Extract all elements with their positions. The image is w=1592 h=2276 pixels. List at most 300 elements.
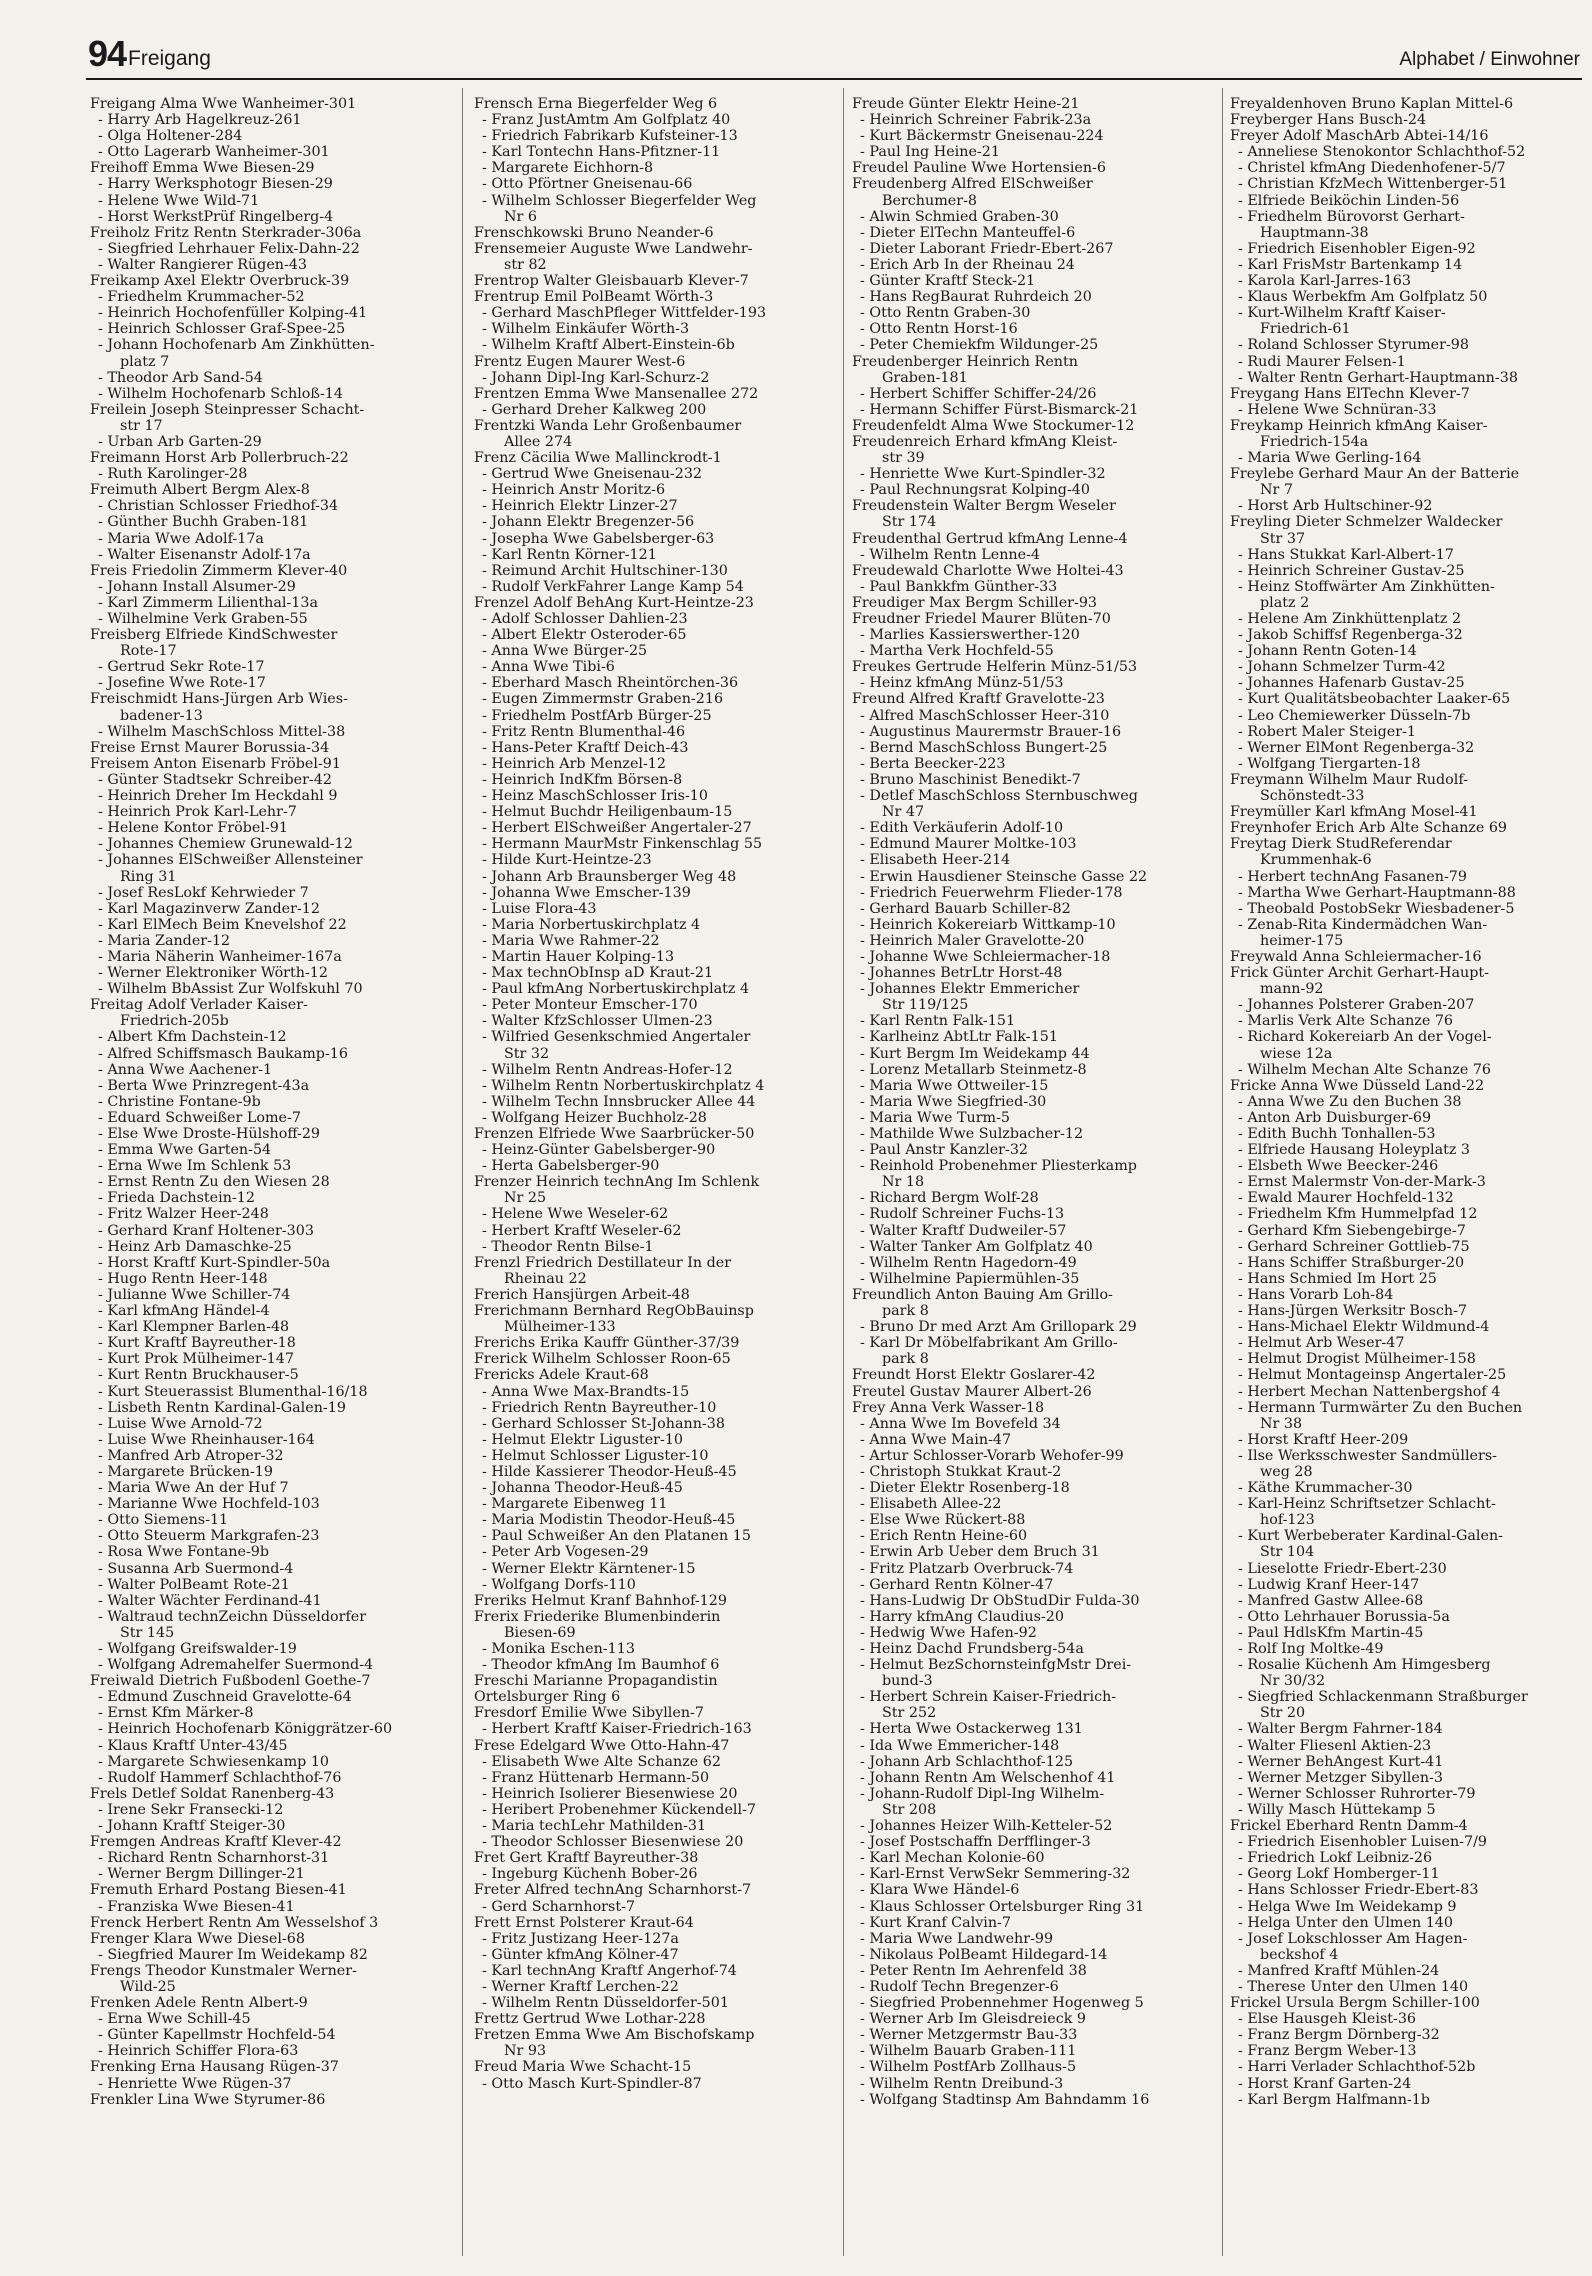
directory-sub-entry: - Friedhelm Krummacher-52: [98, 289, 305, 306]
directory-sub-entry: - Johannes Polsterer Graben-207: [1238, 997, 1475, 1014]
directory-entry-continuation: Str 104: [1260, 1544, 1315, 1561]
directory-sub-entry: - Hans-Peter Kraftf Deich-43: [482, 739, 689, 756]
directory-entry-continuation: heimer-175: [1260, 932, 1344, 949]
directory-sub-entry: - Paul Bankkfm Günther-33: [860, 578, 1058, 595]
directory-entry: Frenzen Elfriede Wwe Saarbrücker-50: [474, 1126, 755, 1142]
directory-sub-entry: - Gerhard Rentn Kölner-47: [860, 1576, 1054, 1593]
directory-sub-entry: - Friedrich Eisenhobler Luisen-7/9: [1238, 1834, 1487, 1851]
directory-sub-entry: - Leo Chemiewerker Düsseln-7b: [1238, 707, 1471, 724]
directory-sub-entry: - Karl Mechan Kolonie-60: [860, 1850, 1045, 1867]
directory-sub-entry: - Otto Siemens-11: [98, 1512, 229, 1529]
directory-sub-entry: - Siegfried Schlackenmann Straßburger: [1238, 1689, 1528, 1706]
directory-sub-entry: - Johann Arb Braunsberger Weg 48: [482, 868, 737, 885]
directory-sub-entry: - Käthe Krummacher-30: [1238, 1480, 1413, 1497]
directory-sub-entry: - Christine Fontane-9b: [98, 1093, 261, 1110]
directory-sub-entry: - Günter Kraftf Steck-21: [860, 273, 1036, 290]
directory-sub-entry: - Johann Dipl-Ing Karl-Schurz-2: [482, 369, 710, 386]
directory-sub-entry: - Johann Elektr Bregenzer-56: [482, 514, 695, 531]
directory-sub-entry: - Gerhard Schreiner Gottlieb-75: [1238, 1238, 1470, 1255]
directory-sub-entry: - Werner BehAngest Kurt-41: [1238, 1753, 1444, 1770]
directory-sub-entry: - Walter Eisenanstr Adolf-17a: [98, 546, 311, 563]
directory-sub-entry: - Rudolf Techn Bregenzer-6: [860, 1978, 1059, 1995]
directory-sub-entry: - Siegfried Lehrhauer Felix-Dahn-22: [98, 240, 360, 257]
directory-sub-entry: - Harri Verlader Schlachthof-52b: [1238, 2059, 1476, 2076]
directory-sub-entry: - Wolfgang Dorfs-110: [482, 1576, 636, 1593]
directory-sub-entry: - Johannes Elektr Emmericher: [860, 981, 1080, 998]
directory-sub-entry: - Anneliese Stenokontor Schlachthof-52: [1238, 144, 1526, 161]
directory-sub-entry: - Karl technAng Kraftf Angerhof-74: [482, 1962, 737, 1979]
directory-sub-entry: - Hilde Kurt-Heintze-23: [482, 852, 652, 869]
directory-sub-entry: - Heribert Probenehmer Kückendell-7: [482, 1801, 756, 1818]
directory-sub-entry: - Kurt Werbeberater Kardinal-Galen-: [1238, 1528, 1503, 1545]
directory-sub-entry: - Johann Install Alsumer-29: [98, 578, 296, 595]
directory-sub-entry: - Karl Dr Möbelfabrikant Am Grillo-: [860, 1335, 1118, 1352]
directory-sub-entry: - Anna Wwe Max-Brandts-15: [482, 1383, 690, 1400]
directory-entry: Frickel Ursula Bergm Schiller-100: [1230, 1995, 1480, 2012]
directory-entry-continuation: Rote-17: [120, 643, 177, 660]
directory-sub-entry: - Werner Metzger Sibyllen-3: [1238, 1769, 1443, 1786]
directory-sub-entry: - Zenab-Rita Kindermädchen Wan-: [1238, 916, 1488, 933]
directory-entry: Freihoff Emma Wwe Biesen-29: [90, 160, 315, 177]
directory-sub-entry: - Ernst Rentn Zu den Wiesen 28: [98, 1174, 330, 1191]
directory-sub-entry: - Heinrich Hochofenfüller Kolping-41: [98, 305, 368, 322]
directory-sub-entry: - Harry Arb Hagelkreuz-261: [98, 112, 302, 129]
directory-sub-entry: - Werner Elektroniker Wörth-12: [98, 965, 328, 982]
directory-entry: Fresdorf Emilie Wwe Sibyllen-7: [474, 1705, 704, 1722]
directory-sub-entry: - Margarete Brücken-19: [98, 1463, 274, 1480]
directory-sub-entry: - Harry Werksphotogr Biesen-29: [98, 176, 333, 193]
directory-sub-entry: - Wilhelm BbAssist Zur Wolfskuhl 70: [98, 981, 363, 998]
directory-sub-entry: - Hans Vorarb Loh-84: [1238, 1286, 1394, 1303]
directory-entry-continuation: hof-123: [1260, 1512, 1315, 1529]
directory-sub-entry: - Johann-Rudolf Dipl-Ing Wilhelm-: [860, 1785, 1105, 1802]
directory-sub-entry: - Theodor Schlosser Biesenwiese 20: [482, 1834, 744, 1851]
directory-sub-entry: - Johanna Wwe Emscher-139: [482, 884, 691, 901]
directory-sub-entry: - Kurt-Wilhelm Kraftf Kaiser-: [1238, 305, 1446, 322]
directory-sub-entry: - Heinrich Elektr Linzer-27: [482, 498, 678, 515]
directory-sub-entry: - Berta Wwe Prinzregent-43a: [98, 1077, 310, 1094]
directory-sub-entry: - Jakob Schiffsf Regenberga-32: [1238, 627, 1463, 644]
directory-entry: Freud Maria Wwe Schacht-15: [474, 2059, 692, 2076]
directory-entry: Fret Gert Kraftf Bayreuther-38: [474, 1850, 699, 1867]
directory-entry: Freyer Adolf MaschArb Abtei-14/16: [1230, 128, 1489, 145]
directory-entry: Freiwald Dietrich Fußbodenl Goethe-7: [90, 1673, 371, 1690]
directory-sub-entry: - Monika Eschen-113: [482, 1641, 635, 1657]
directory-sub-entry: - Georg Lokf Homberger-11: [1238, 1866, 1440, 1883]
directory-sub-entry: - Wilhelmine Papiermühlen-35: [860, 1270, 1080, 1287]
directory-sub-entry: - Johannes Hafenarb Gustav-25: [1238, 675, 1465, 692]
directory-sub-entry: - Rosa Wwe Fontane-9b: [98, 1544, 270, 1561]
directory-sub-entry: - Martin Hauer Kolping-13: [482, 948, 675, 965]
directory-sub-entry: - Irene Sekr Fransecki-12: [98, 1801, 284, 1818]
directory-sub-entry: - Herbert technAng Fasanen-79: [1238, 868, 1467, 885]
directory-sub-entry: - Hans Schiffer Straßburger-20: [1238, 1254, 1465, 1271]
directory-sub-entry: - Gerhard Schlosser St-Johann-38: [482, 1415, 725, 1432]
directory-sub-entry: - Heinrich Kokereiarb Wittkamp-10: [860, 916, 1116, 933]
directory-entry: Freymüller Karl kfmAng Mosel-41: [1230, 804, 1478, 821]
directory-sub-entry: - Peter Chemiekfm Wildunger-25: [860, 337, 1099, 354]
directory-entry-continuation: Krummenhak-6: [1260, 852, 1372, 869]
directory-sub-entry: - Karl Tontechn Hans-Pfitzner-11: [482, 144, 721, 161]
directory-entry: Freischmidt Hans-Jürgen Arb Wies-: [90, 691, 348, 708]
directory-sub-entry: - Friedrich Eisenhobler Eigen-92: [1238, 240, 1476, 257]
directory-sub-entry: - Günther Buchh Graben-181: [98, 514, 309, 531]
directory-sub-entry: - Elfriede Beiköchin Linden-56: [1238, 192, 1460, 209]
directory-sub-entry: - Theobald PostobSekr Wiesbadener-5: [1238, 900, 1515, 917]
directory-sub-entry: - Kurt Qualitätsbeobachter Laaker-65: [1238, 691, 1511, 708]
directory-sub-entry: - Johann Schmelzer Turm-42: [1238, 659, 1446, 676]
directory-sub-entry: - Alfred Schiffsmasch Baukamp-16: [98, 1045, 348, 1062]
directory-entry-continuation: park 8: [882, 1351, 929, 1368]
directory-entry: Frentz Eugen Maurer West-6: [474, 353, 686, 370]
directory-sub-entry: - Manfred Gastw Allee-68: [1238, 1592, 1424, 1609]
directory-sub-entry: - Helmut Buchdr Heiligenbaum-15: [482, 804, 733, 821]
directory-sub-entry: - Heinrich Dreher Im Heckdahl 9: [98, 788, 338, 805]
directory-entry: Freude Günter Elektr Heine-21: [852, 96, 1080, 112]
directory-sub-entry: - Helene Am Zinkhüttenplatz 2: [1238, 611, 1462, 627]
directory-entry: Freis Friedolin Zimmerm Klever-40: [90, 562, 348, 579]
directory-entry: Frerichmann Bernhard RegObBauinsp: [474, 1303, 754, 1320]
directory-sub-entry: - Dieter Elektr Rosenberg-18: [860, 1480, 1070, 1497]
directory-sub-entry: - Wilhelm Rentn Dreibund-3: [860, 2075, 1064, 2092]
directory-sub-entry: - Anna Wwe Im Bovefeld 34: [860, 1415, 1061, 1432]
directory-sub-entry: - Friedrich Lokf Leibniz-26: [1238, 1850, 1433, 1867]
directory-entry-continuation: str 82: [504, 256, 547, 273]
directory-sub-entry: - Franz Hüttenarb Hermann-50: [482, 1769, 710, 1786]
directory-sub-entry: - Heinrich Isolierer Biesenwiese 20: [482, 1785, 738, 1802]
directory-sub-entry: - Lisbeth Rentn Kardinal-Galen-19: [98, 1399, 346, 1416]
directory-sub-entry: - Günter Kapellmstr Hochfeld-54: [98, 2027, 336, 2044]
directory-sub-entry: - Maria Wwe Siegfried-30: [860, 1093, 1047, 1110]
directory-sub-entry: - Hilde Kassierer Theodor-Heuß-45: [482, 1463, 737, 1480]
directory-sub-entry: - Rudi Maurer Felsen-1: [1238, 353, 1406, 370]
directory-entry-continuation: Nr 7: [1260, 482, 1293, 499]
directory-sub-entry: - Wilfried Gesenkschmied Angertaler: [482, 1029, 751, 1046]
directory-sub-entry: - Herbert Schiffer Schiffer-24/26: [860, 385, 1097, 402]
directory-sub-entry: - Martha Wwe Gerhart-Hauptmann-88: [1238, 884, 1516, 901]
directory-sub-entry: - Maria Wwe Gerling-164: [1238, 450, 1422, 467]
directory-sub-entry: - Manfred Arb Atroper-32: [98, 1447, 284, 1464]
directory-sub-entry: - Otto Pförtner Gneisenau-66: [482, 176, 693, 193]
directory-entry: Freudel Pauline Wwe Hortensien-6: [852, 160, 1106, 177]
directory-sub-entry: - Erna Wwe Im Schlenk 53: [98, 1158, 292, 1175]
directory-sub-entry: - Maria techLehr Mathilden-31: [482, 1818, 707, 1835]
directory-sub-entry: - Edmund Zuschneid Gravelotte-64: [98, 1689, 352, 1706]
directory-sub-entry: - Horst Kraftf Kurt-Spindler-50a: [98, 1254, 331, 1271]
directory-sub-entry: - Franz JustAmtm Am Golfplatz 40: [482, 112, 731, 129]
directory-sub-entry: - Johannes Heizer Wilh-Ketteler-52: [860, 1818, 1113, 1835]
directory-sub-entry: - Heinrich Anstr Moritz-6: [482, 482, 666, 499]
directory-entry: Fremgen Andreas Kraftf Klever-42: [90, 1834, 342, 1851]
directory-entry: Frerix Friederike Blumenbinderin: [474, 1608, 721, 1625]
directory-sub-entry: - Ilse Werksschwester Sandmüllers-: [1238, 1447, 1497, 1464]
directory-sub-entry: - Maria Näherin Wanheimer-167a: [98, 948, 342, 965]
directory-sub-entry: - Edith Buchh Tonhallen-53: [1238, 1126, 1436, 1142]
directory-sub-entry: - Henriette Wwe Rügen-37: [98, 2075, 292, 2092]
directory-sub-entry: - Gertrud Wwe Gneisenau-232: [482, 466, 703, 483]
directory-sub-entry: - Herta Gabelsberger-90: [482, 1158, 660, 1175]
directory-entry: Freutel Gustav Maurer Albert-26: [852, 1383, 1092, 1400]
directory-sub-entry: - Elisabeth Wwe Alte Schanze 62: [482, 1753, 721, 1770]
directory-entry-continuation: Schönstedt-33: [1260, 788, 1365, 805]
directory-entry: Freudenreich Erhard kfmAng Kleist-: [852, 433, 1118, 450]
directory-sub-entry: - Kurt Prok Mülheimer-147: [98, 1351, 294, 1368]
directory-entry: Freund Alfred Kraftf Gravelotte-23: [852, 691, 1105, 708]
directory-sub-entry: - Christian KfzMech Wittenberger-51: [1238, 176, 1508, 193]
directory-sub-entry: - Helene Kontor Fröbel-91: [98, 820, 288, 837]
directory-sub-entry: - Helmut Drogist Mülheimer-158: [1238, 1351, 1476, 1368]
directory-entry: Freundlich Anton Bauing Am Grillo-: [852, 1286, 1113, 1303]
directory-entry-continuation: platz 7: [120, 353, 170, 370]
directory-entry: Frentrop Walter Gleisbauarb Klever-7: [474, 273, 749, 290]
directory-entry: Freriks Helmut Kranf Bahnhof-129: [474, 1592, 727, 1609]
directory-sub-entry: - Wolfgang Adremahelfer Suermond-4: [98, 1657, 374, 1674]
directory-sub-entry: - Therese Unter den Ulmen 140: [1238, 1978, 1469, 1995]
directory-sub-entry: - Margarete Eibenweg 11: [482, 1496, 668, 1513]
directory-entry: Freundt Horst Elektr Goslarer-42: [852, 1367, 1096, 1384]
directory-sub-entry: - Maria Wwe Rahmer-22: [482, 932, 660, 949]
directory-sub-entry: - Rudolf VerkFahrer Lange Kamp 54: [482, 578, 744, 595]
directory-sub-entry: - Else Wwe Droste-Hülshoff-29: [98, 1126, 321, 1142]
directory-sub-entry: - Reinhold Probenehmer Pliesterkamp: [860, 1158, 1137, 1175]
directory-sub-entry: - Karl ElMech Beim Knevelshof 22: [98, 916, 347, 933]
directory-entry-continuation: Str 32: [504, 1045, 550, 1062]
directory-entry: Freudenthal Gertrud kfmAng Lenne-4: [852, 530, 1128, 547]
directory-sub-entry: - Werner Kraftf Lerchen-22: [482, 1978, 679, 1995]
directory-sub-entry: - Walter Rentn Gerhart-Hauptmann-38: [1238, 369, 1518, 386]
directory-sub-entry: - Werner Elektr Kärntener-15: [482, 1560, 696, 1577]
directory-sub-entry: - Otto Lagerarb Wanheimer-301: [98, 144, 330, 161]
directory-sub-entry: - Detlef MaschSchloss Sternbuschweg: [860, 788, 1138, 805]
directory-entry: Frenzer Heinrich technAng Im Schlenk: [474, 1174, 760, 1191]
directory-sub-entry: - Fritz Rentn Blumenthal-46: [482, 723, 686, 740]
directory-entry-continuation: str 17: [120, 417, 163, 434]
directory-sub-entry: - Hans-Jürgen Werksitr Bosch-7: [1238, 1303, 1467, 1320]
directory-sub-entry: - Johann Arb Schlachthof-125: [860, 1753, 1074, 1770]
directory-sub-entry: - Manfred Kraftf Mühlen-24: [1238, 1962, 1440, 1979]
directory-sub-entry: - Henriette Wwe Kurt-Spindler-32: [860, 466, 1106, 483]
directory-sub-entry: - Heinrich Schreiner Fabrik-23a: [860, 112, 1092, 129]
directory-sub-entry: - Josef Lokschlosser Am Hagen-: [1238, 1930, 1468, 1947]
directory-sub-entry: - Siegfried Probennehmer Hogenweg 5: [860, 1995, 1144, 2012]
directory-sub-entry: - Heinrich Maler Gravelotte-20: [860, 932, 1085, 949]
directory-sub-entry: - Marlies Kassierswerther-120: [860, 627, 1080, 644]
directory-sub-entry: - Artur Schlosser-Vorarb Wehofer-99: [860, 1447, 1124, 1464]
directory-sub-entry: - Johannes ElSchweißer Allensteiner: [98, 852, 363, 869]
directory-sub-entry: - Klara Wwe Händel-6: [860, 1882, 1020, 1899]
directory-sub-entry: - Heinz Dachd Frundsberg-54a: [860, 1641, 1084, 1657]
directory-sub-entry: - Eberhard Masch Rheintörchen-36: [482, 675, 739, 692]
directory-sub-entry: - Wilhelm Kraftf Albert-Einstein-6b: [482, 337, 735, 354]
directory-entry: Frenger Klara Wwe Diesel-68: [90, 1930, 305, 1947]
directory-sub-entry: - Richard Rentn Scharnhorst-31: [98, 1850, 330, 1867]
directory-sub-entry: - Herta Wwe Ostackerweg 131: [860, 1721, 1083, 1738]
directory-entry: Frese Edelgard Wwe Otto-Hahn-47: [474, 1737, 730, 1754]
directory-sub-entry: - Wilhelm Schlosser Biegerfelder Weg: [482, 192, 757, 209]
directory-entry: Freudenstein Walter Bergm Weseler: [852, 498, 1116, 515]
directory-entry-continuation: Str 174: [882, 514, 937, 531]
directory-sub-entry: - Erich Rentn Heine-60: [860, 1528, 1028, 1545]
directory-sub-entry: - Franziska Wwe Biesen-41: [98, 1898, 295, 1915]
directory-sub-entry: - Otto Masch Kurt-Spindler-87: [482, 2075, 702, 2092]
directory-sub-entry: - Elisabeth Allee-22: [860, 1496, 1002, 1513]
directory-sub-entry: - Maria Wwe An der Huf 7: [98, 1480, 289, 1497]
directory-sub-entry: - Walter Wächter Ferdinand-41: [98, 1592, 322, 1609]
directory-sub-entry: - Christoph Stukkat Kraut-2: [860, 1463, 1062, 1480]
directory-sub-entry: - Karola Karl-Jarres-163: [1238, 273, 1411, 290]
directory-sub-entry: - Walter Bergm Fahrner-184: [1238, 1721, 1443, 1738]
directory-sub-entry: - Heinrich Schreiner Gustav-25: [1238, 562, 1465, 579]
directory-sub-entry: - Karl Rentn Falk-151: [860, 1013, 1016, 1030]
directory-sub-entry: - Anna Wwe Main-47: [860, 1431, 1012, 1448]
directory-sub-entry: - Emma Wwe Garten-54: [98, 1142, 272, 1159]
directory-sub-entry: - Harry kfmAng Claudius-20: [860, 1608, 1064, 1625]
directory-sub-entry: - Heinz Stoffwärter Am Zinkhütten-: [1238, 578, 1495, 595]
directory-entry-continuation: Str 208: [882, 1801, 937, 1818]
directory-entry-continuation: Nr 47: [882, 804, 925, 821]
directory-sub-entry: - Karl Klempner Barlen-48: [98, 1319, 290, 1336]
directory-sub-entry: - Maria Wwe Turm-5: [860, 1109, 1011, 1126]
directory-sub-entry: - Anna Wwe Zu den Buchen 38: [1238, 1093, 1462, 1110]
directory-entry-continuation: badener-13: [120, 707, 203, 724]
directory-sub-entry: - Luise Wwe Arnold-72: [98, 1415, 263, 1432]
directory-sub-entry: - Karl kfmAng Händel-4: [98, 1303, 270, 1320]
directory-sub-entry: - Waltraud technZeichn Düsseldorfer: [98, 1608, 367, 1625]
directory-sub-entry: - Eugen Zimmermstr Graben-216: [482, 691, 724, 708]
directory-sub-entry: - Josef Postschaffn Derfflinger-3: [860, 1834, 1091, 1851]
directory-entry: Frentrup Emil PolBeamt Wörth-3: [474, 289, 714, 306]
directory-sub-entry: - Hans Stukkat Karl-Albert-17: [1238, 546, 1454, 563]
directory-sub-entry: - Marianne Wwe Hochfeld-103: [98, 1496, 320, 1513]
directory-sub-entry: - Werner Schlosser Ruhrorter-79: [1238, 1785, 1476, 1802]
directory-sub-entry: - Gertrud Sekr Rote-17: [98, 659, 265, 676]
directory-sub-entry: - Werner Arb Im Gleisdreieck 9: [860, 2011, 1087, 2028]
directory-sub-entry: - Peter Arb Vogesen-29: [482, 1544, 649, 1561]
directory-sub-entry: - Heinrich Schiffer Flora-63: [98, 2043, 299, 2060]
directory-entry: Freudenberg Alfred ElSchweißer: [852, 176, 1093, 193]
directory-entry: Frentzen Emma Wwe Mansenallee 272: [474, 385, 759, 402]
column-divider: [843, 88, 844, 2256]
directory-sub-entry: - Helene Wwe Schnüran-33: [1238, 401, 1437, 418]
directory-sub-entry: - Bruno Dr med Arzt Am Grillopark 29: [860, 1319, 1137, 1336]
directory-entry: Frensemeier Auguste Wwe Landwehr-: [474, 240, 753, 257]
directory-entry: Frenzl Friedrich Destillateur In der: [474, 1254, 732, 1271]
directory-sub-entry: - Wilhelm Rentn Düsseldorfer-501: [482, 1995, 729, 2012]
directory-sub-entry: - Heinz Arb Damaschke-25: [98, 1238, 292, 1255]
directory-sub-entry: - Albert Kfm Dachstein-12: [98, 1029, 287, 1046]
directory-entry: Frels Detlef Soldat Ranenberg-43: [90, 1785, 335, 1802]
directory-sub-entry: - Herbert ElSchweißer Angertaler-27: [482, 820, 752, 837]
directory-sub-entry: - Günter Stadtsekr Schreiber-42: [98, 771, 332, 788]
directory-sub-entry: - Helmut Arb Weser-47: [1238, 1335, 1405, 1352]
directory-entry-continuation: Mülheimer-133: [504, 1319, 616, 1336]
directory-sub-entry: - Roland Schlosser Styrumer-98: [1238, 337, 1469, 354]
directory-entry-continuation: mann-92: [1260, 981, 1324, 998]
directory-sub-entry: - Ludwig Kranf Heer-147: [1238, 1576, 1420, 1593]
directory-entry: Frenschkowski Bruno Neander-6: [474, 224, 714, 241]
directory-sub-entry: - Otto Steuerm Markgrafen-23: [98, 1528, 320, 1545]
directory-sub-entry: - Friedhelm Bürovorst Gerhart-: [1238, 208, 1465, 225]
directory-sub-entry: - Heinrich Arb Menzel-12: [482, 755, 667, 772]
directory-sub-entry: - Marlis Verk Alte Schanze 76: [1238, 1013, 1454, 1030]
directory-sub-entry: - Kurt Rentn Bruckhauser-5: [98, 1367, 299, 1384]
directory-entry: Freygang Hans ElTechn Klever-7: [1230, 385, 1470, 402]
directory-entry-continuation: Str 20: [1260, 1705, 1306, 1722]
directory-sub-entry: - Ida Wwe Emmericher-148: [860, 1737, 1060, 1754]
directory-entry: Freudenberger Heinrich Rentn: [852, 353, 1078, 370]
directory-entry-continuation: Wild-25: [120, 1978, 176, 1995]
directory-sub-entry: - Karl-Heinz Schriftsetzer Schlacht-: [1238, 1496, 1496, 1513]
directory-sub-entry: - Johann Rentn Goten-14: [1238, 643, 1417, 660]
section-title: Alphabet / Einwohner: [1399, 49, 1580, 70]
directory-entry: Frerichs Erika Kauffr Günther-37/39: [474, 1335, 740, 1352]
directory-sub-entry: - Friedrich Feuerwehrm Flieder-178: [860, 884, 1123, 901]
directory-entry-continuation: Str 37: [1260, 530, 1306, 547]
directory-entry-continuation: Str 119/125: [882, 997, 969, 1014]
directory-sub-entry: - Horst Kraftf Heer-209: [1238, 1431, 1409, 1448]
directory-entry: Freukes Gertrude Helferin Münz-51/53: [852, 659, 1138, 676]
directory-entry: Freykamp Heinrich kfmAng Kaiser-: [1230, 417, 1488, 434]
directory-sub-entry: - Anna Wwe Bürger-25: [482, 643, 648, 660]
directory-entry: Freylebe Gerhard Maur An der Batterie: [1230, 466, 1520, 483]
directory-sub-entry: - Ewald Maurer Hochfeld-132: [1238, 1190, 1454, 1207]
directory-sub-entry: - Dieter ElTechn Manteuffel-6: [860, 224, 1076, 241]
directory-entry-continuation: Str 145: [120, 1624, 175, 1641]
directory-sub-entry: - Adolf Schlosser Dahlien-23: [482, 611, 688, 627]
directory-sub-entry: - Lieselotte Friedr-Ebert-230: [1238, 1560, 1447, 1577]
directory-sub-entry: - Wilhelm MaschSchloss Mittel-38: [98, 723, 346, 740]
directory-sub-entry: - Karl-Ernst VerwSekr Semmering-32: [860, 1866, 1131, 1883]
directory-sub-entry: - Johanne Wwe Schleiermacher-18: [860, 948, 1111, 965]
directory-sub-entry: - Fritz Justizang Heer-127a: [482, 1930, 679, 1947]
directory-sub-entry: - Horst Kranf Garten-24: [1238, 2075, 1412, 2092]
directory-entry: Frick Günter Archit Gerhart-Haupt-: [1230, 965, 1489, 982]
directory-sub-entry: - Gerhard Dreher Kalkweg 200: [482, 401, 707, 418]
directory-entry-continuation: platz 2: [1260, 594, 1310, 611]
directory-entry-continuation: str 39: [882, 450, 925, 467]
directory-sub-entry: - Ingeburg Küchenh Bober-26: [482, 1866, 698, 1883]
directory-sub-entry: - Susanna Arb Suermond-4: [98, 1560, 294, 1577]
directory-sub-entry: - Ernst Malermstr Von-der-Mark-3: [1238, 1174, 1486, 1191]
directory-sub-entry: - Elsbeth Wwe Beecker-246: [1238, 1158, 1439, 1175]
directory-sub-entry: - Fritz Walzer Heer-248: [98, 1206, 269, 1223]
directory-sub-entry: - Kurt Bergm Im Weidekamp 44: [860, 1045, 1090, 1062]
directory-sub-entry: - Karlheinz AbtLtr Falk-151: [860, 1029, 1058, 1046]
directory-sub-entry: - Hermann Turmwärter Zu den Buchen: [1238, 1399, 1523, 1416]
directory-sub-entry: - Friedhelm PostfArb Bürger-25: [482, 707, 712, 724]
directory-entry: Frerick Wilhelm Schlosser Roon-65: [474, 1351, 731, 1368]
directory-sub-entry: - Edith Verkäuferin Adolf-10: [860, 820, 1064, 837]
directory-sub-entry: - Peter Rentn Im Aehrenfeld 38: [860, 1962, 1087, 1979]
directory-sub-entry: - Bruno Maschinist Benedikt-7: [860, 771, 1081, 788]
directory-sub-entry: - Christian Schlosser Friedhof-34: [98, 498, 339, 515]
directory-sub-entry: - Johann Kraftf Steiger-30: [98, 1818, 286, 1835]
directory-entry: Freschi Marianne Propagandistin: [474, 1673, 718, 1690]
directory-entry-continuation: park 8: [882, 1303, 929, 1320]
directory-sub-entry: - Wolfgang Heizer Buchholz-28: [482, 1109, 707, 1126]
directory-sub-entry: - Theodor kfmAng Im Baumhof 6: [482, 1657, 720, 1674]
directory-sub-entry: - Theodor Arb Sand-54: [98, 369, 263, 386]
directory-entry: Frerich Hansjürgen Arbeit-48: [474, 1286, 690, 1303]
directory-sub-entry: - Alfred MaschSchlosser Heer-310: [860, 707, 1110, 724]
directory-sub-entry: - Heinrich Schlosser Graf-Spee-25: [98, 321, 346, 338]
directory-entry-continuation: Allee 274: [504, 433, 573, 450]
directory-sub-entry: - Günter kfmAng Kölner-47: [482, 1946, 679, 1963]
directory-sub-entry: - Wolfgang Stadtinsp Am Bahndamm 16: [860, 2091, 1150, 2108]
directory-sub-entry: - Hermann MaurMstr Finkenschlag 55: [482, 836, 763, 853]
directory-entry: Freisem Anton Eisenarb Fröbel-91: [90, 755, 341, 772]
directory-entry-continuation: Biesen-69: [504, 1624, 576, 1641]
